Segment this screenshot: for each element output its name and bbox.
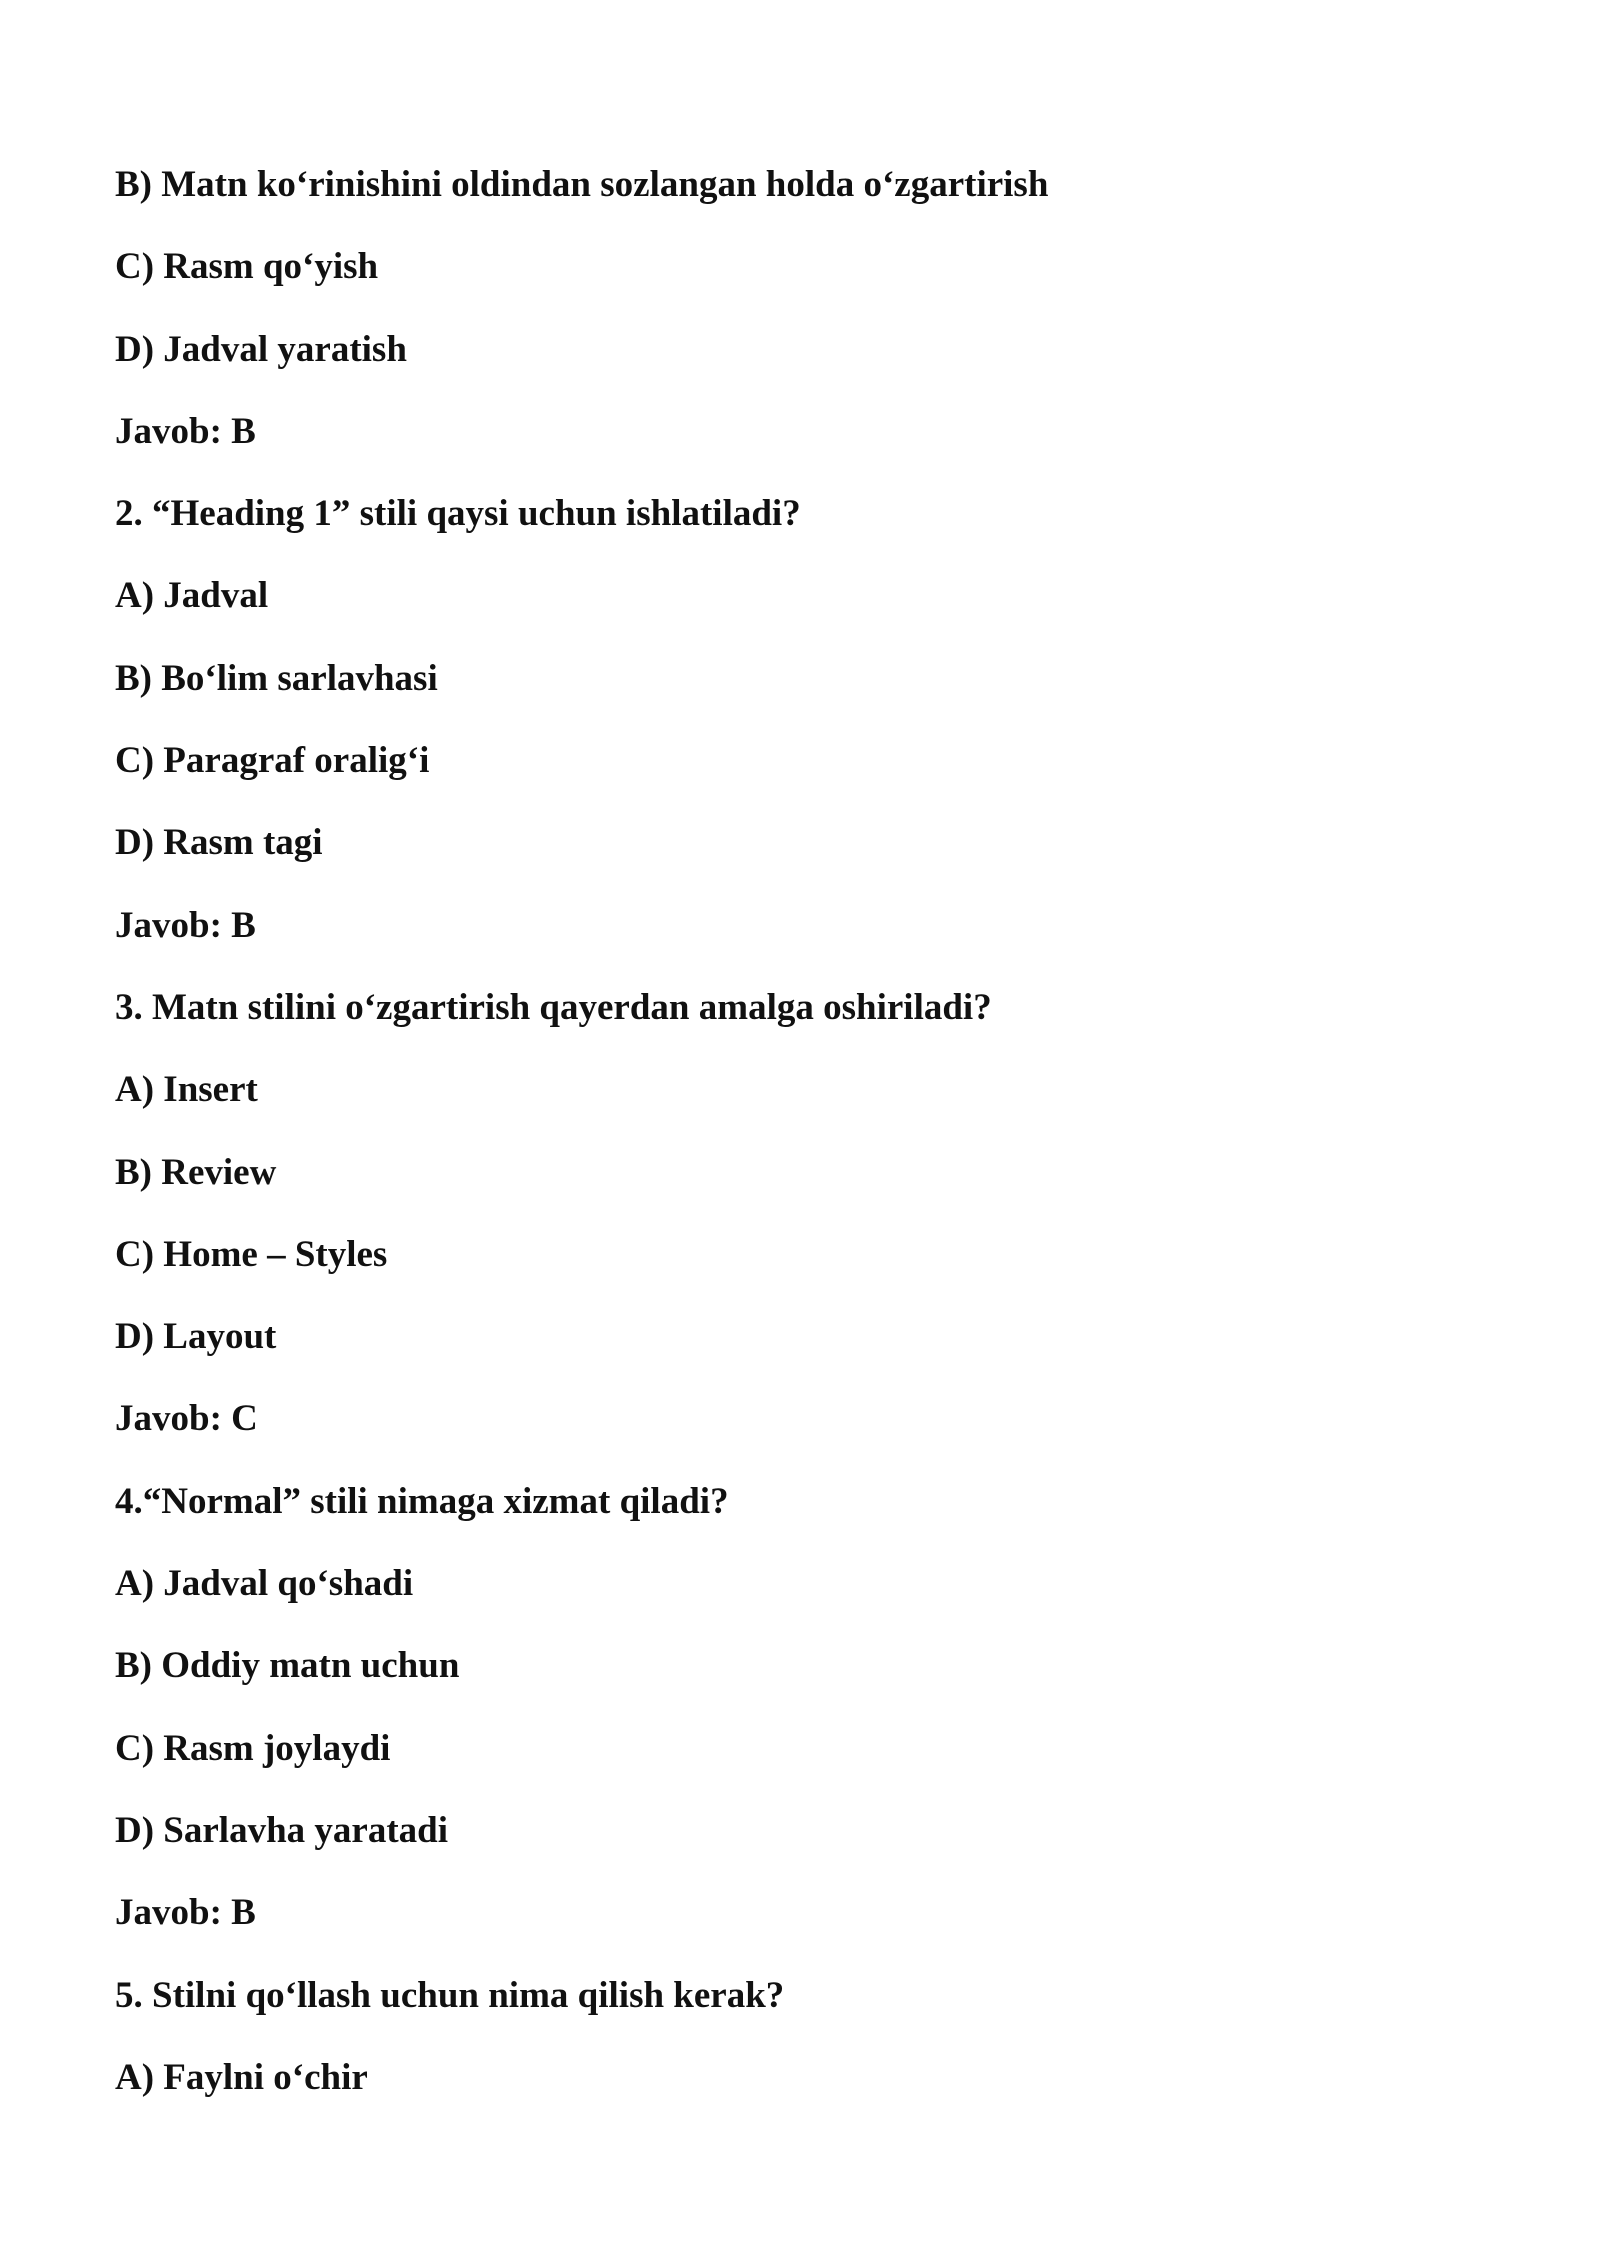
answer-line: Javob: C [115, 1398, 258, 1440]
option-line: D) Rasm tagi [115, 822, 323, 864]
answer-line: Javob: B [115, 410, 256, 452]
answer-line: Javob: B [115, 1892, 256, 1934]
option-line: D) Layout [115, 1316, 277, 1358]
question-line: 4.“Normal” stili nimaga xizmat qiladi? [115, 1480, 729, 1522]
option-line: A) Faylni o‘chir [115, 2056, 368, 2098]
option-line: A) Jadval [115, 575, 269, 617]
option-line: A) Insert [115, 1069, 258, 1111]
quiz-text [115, 144, 1515, 2119]
answer-line: Javob: B [115, 904, 256, 946]
option-line: C) Paragraf oralig‘i [115, 740, 430, 782]
option-line: B) Review [115, 1151, 277, 1193]
option-line: C) Rasm joylaydi [115, 1727, 391, 1769]
option-line: D) Sarlavha yaratadi [115, 1809, 448, 1851]
option-line: C) Rasm qo‘yish [115, 246, 379, 288]
option-line: B) Bo‘lim sarlavhasi [115, 657, 438, 699]
question-line: 3. Matn stilini o‘zgartirish qayerdan amalga oshiriladi? [115, 986, 992, 1028]
question-line: 2. “Heading 1” stili qaysi uchun ishlatiladi? [115, 493, 801, 535]
option-line: D) Jadval yaratish [115, 328, 407, 370]
option-line: C) Home – Styles [115, 1233, 388, 1275]
option-line: B) Matn ko‘rinishini oldindan sozlangan holda o‘zgartirish [115, 164, 1049, 205]
question-line: 5. Stilni qo‘llash uchun nima qilish kerak? [115, 1974, 785, 2016]
option-line: A) Jadval qo‘shadi [115, 1563, 414, 1605]
option-line: B) Oddiy matn uchun [115, 1645, 460, 1687]
